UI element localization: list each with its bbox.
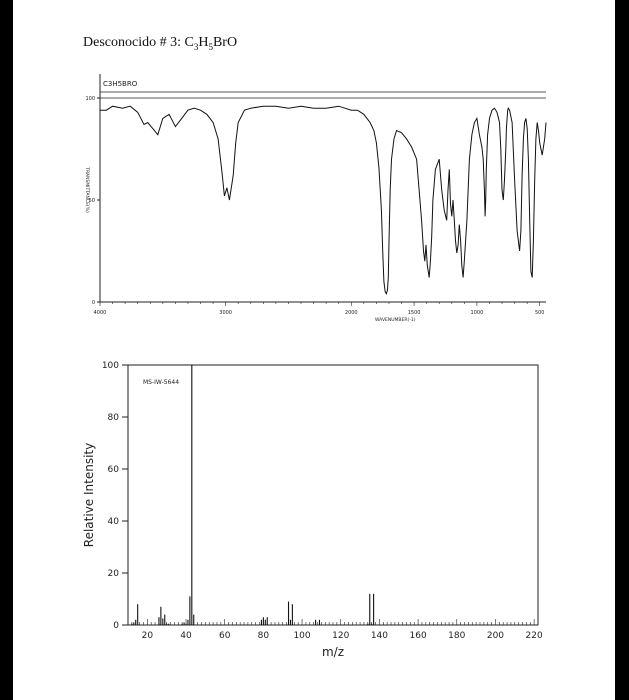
ir-y-tick-label: 50 — [88, 198, 95, 204]
ir-y-tick-label: 100 — [85, 96, 95, 102]
heading-prefix: Desconocido # 3: C — [83, 35, 194, 50]
document-page — [13, 0, 615, 700]
ms-x-tick-label: 120 — [332, 631, 350, 641]
ms-y-tick-label: 100 — [101, 361, 119, 371]
ms-x-tick-label: 20 — [141, 631, 154, 641]
ir-x-tick-label: 4000 — [93, 310, 107, 316]
ms-legend-label: MS-IW-5644 — [143, 379, 180, 386]
ir-x-tick-label: 500 — [534, 310, 545, 316]
heading-suffix: BrO — [212, 35, 238, 50]
ms-y-tick-label: 60 — [107, 465, 119, 475]
ir-y-tick-label: 0 — [91, 300, 95, 306]
ms-x-tick-label: 140 — [370, 631, 389, 641]
mass-spectrum-chart — [13, 355, 615, 675]
ms-y-tick-label: 80 — [107, 413, 119, 423]
ms-y-tick-label: 20 — [107, 569, 119, 579]
ms-x-tick-label: 60 — [218, 631, 231, 641]
ir-spectrum-chart — [13, 70, 615, 325]
ms-x-tick-label: 100 — [293, 631, 311, 641]
ms-x-tick-label: 160 — [409, 631, 427, 641]
ir-legend-label: C3H5BRO — [103, 80, 138, 88]
ms-y-tick-label: 40 — [107, 517, 119, 527]
ir-y-axis-label: TRANSMITTANCE(%) — [84, 167, 89, 213]
ms-x-tick-label: 220 — [525, 631, 543, 641]
ms-x-tick-label: 40 — [180, 631, 192, 641]
ms-x-tick-label: 80 — [257, 631, 270, 641]
ms-plot-frame — [128, 365, 538, 625]
ms-x-axis-label: m/z — [321, 645, 345, 659]
ir-spectrum-line — [100, 106, 546, 294]
heading-subscript-h: 5 — [208, 41, 213, 52]
ms-x-tick-label: 200 — [486, 631, 505, 641]
ms-y-axis-label: Relative Intensity — [82, 442, 96, 548]
ir-x-axis-label: WAVENUMBER(-1) — [374, 318, 416, 323]
ms-x-tick-label: 180 — [448, 631, 466, 641]
ms-y-tick-label: 0 — [113, 621, 119, 631]
ir-x-tick-label: 3000 — [219, 310, 233, 316]
ir-x-tick-label: 1500 — [407, 310, 421, 316]
ir-x-tick-label: 2000 — [344, 310, 358, 316]
page-heading — [83, 35, 237, 52]
heading-mid: H — [198, 35, 209, 50]
heading-subscript-c: 3 — [193, 41, 199, 52]
ir-x-tick-label: 1000 — [470, 310, 484, 316]
